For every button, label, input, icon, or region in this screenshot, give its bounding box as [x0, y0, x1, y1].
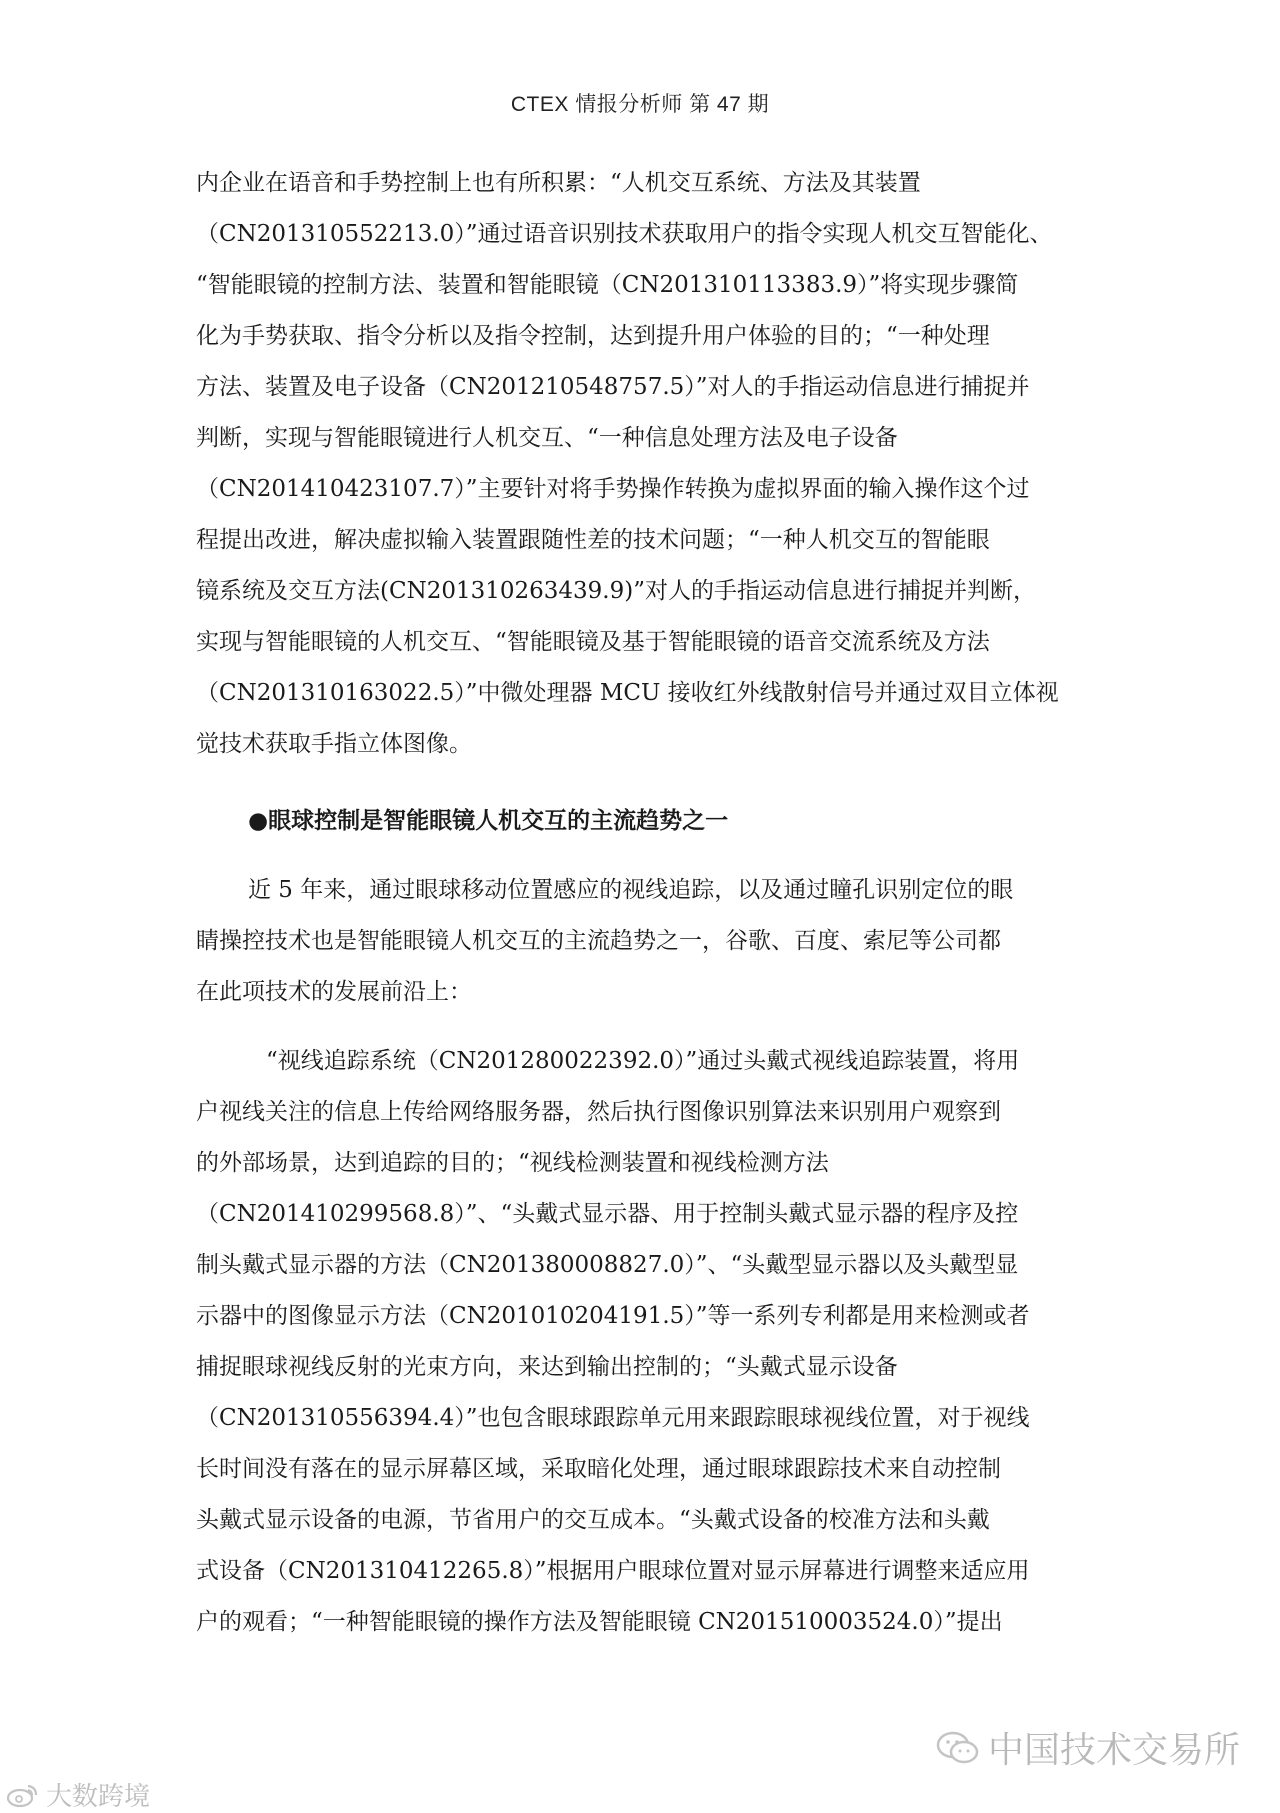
- text-line: 的外部场景，达到追踪的目的；“视线检测装置和视线检测方法: [196, 1150, 829, 1176]
- text-line: （CN201410423107.7）”主要针对将手势操作转换为虚拟界面的输入操作这个过: [196, 476, 1030, 502]
- page-header: CTEX 情报分析师 第 47 期: [510, 93, 770, 116]
- text-line: 方法、装置及电子设备（CN201210548757.5）”对人的手指运动信息进行捕捉并: [196, 374, 1030, 400]
- section-heading: ●眼球控制是智能眼镜人机交互的主流趋势之一: [248, 808, 729, 834]
- text-line: 判断，实现与智能眼镜进行人机交互、“一种信息处理方法及电子设备: [196, 425, 898, 451]
- text-line: 制头戴式显示器的方法（CN201380008827.0）”、“头戴型显示器以及头戴型显: [196, 1252, 1019, 1278]
- text-line: 在此项技术的发展前沿上：: [196, 979, 472, 1005]
- text-line: “智能眼镜的控制方法、装置和智能眼镜（CN201310113383.9）”将实现步骤简: [196, 272, 1019, 298]
- text-line: （CN201310552213.0）”通过语音识别技术获取用户的指令实现人机交互智能化、: [196, 221, 1053, 247]
- text-line: 镜系统及交互方法(CN201310263439.9)”对人的手指运动信息进行捕捉并判断，: [196, 578, 1036, 604]
- paragraph-1: [196, 158, 1086, 770]
- text-line: 长时间没有落在的显示屏幕区域，采取暗化处理，通过眼球跟踪技术来自动控制: [196, 1456, 1001, 1482]
- text-line: （CN201310163022.5）”中微处理器 MCU 接收红外线散射信号并通过双目立体视: [196, 680, 1059, 706]
- text-line: 近 5 年来，通过眼球移动位置感应的视线追踪，以及通过瞳孔识别定位的眼: [248, 877, 1014, 903]
- text-line: （CN201410299568.8）”、“头戴式显示器、用于控制头戴式显示器的程序及控: [196, 1201, 1019, 1227]
- text-line: 实现与智能眼镜的人机交互、“智能眼镜及基于智能眼镜的语音交流系统及方法: [196, 629, 990, 655]
- text-line: 睛操控技术也是智能眼镜人机交互的主流趋势之一，谷歌、百度、索尼等公司都: [196, 928, 1001, 954]
- text-line: 户的观看；“一种智能眼镜的操作方法及智能眼镜 CN201510003524.0）”提出: [196, 1609, 1003, 1635]
- weibo-watermark: [6, 1776, 150, 1813]
- text-line: 内企业在语音和手势控制上也有所积累：“人机交互系统、方法及其装置: [196, 170, 921, 196]
- text-line: 觉技术获取手指立体图像。: [196, 731, 472, 757]
- weibo-icon: [6, 1782, 40, 1808]
- text-line: 程提出改进，解决虚拟输入装置跟随性差的技术问题；“一种人机交互的智能眼: [196, 527, 990, 553]
- wechat-icon: [936, 1731, 980, 1765]
- text-line: 捕捉眼球视线反射的光束方向，来达到输出控制的；“头戴式显示设备: [196, 1354, 898, 1380]
- text-line: （CN201310556394.4）”也包含眼球跟踪单元用来跟踪眼球视线位置，对于视线: [196, 1405, 1030, 1431]
- weibo-account-name: 大数跨境: [46, 1782, 151, 1812]
- text-line: 头戴式显示设备的电源，节省用户的交互成本。“头戴式设备的校准方法和头戴: [196, 1507, 990, 1533]
- text-line: 户视线关注的信息上传给网络服务器，然后执行图像识别算法来识别用户观察到: [196, 1099, 1001, 1125]
- text-line: “视线追踪系统（CN201280022392.0）”通过头戴式视线追踪装置，将用: [266, 1048, 1020, 1074]
- text-line: 式设备（CN201310412265.8）”根据用户眼球位置对显示屏幕进行调整来适应用: [196, 1558, 1030, 1584]
- wechat-account-name: 中国技术交易所: [987, 1730, 1240, 1771]
- page-content: [196, 158, 1086, 1648]
- paragraph-2: [196, 865, 1086, 1018]
- text-line: 示器中的图像显示方法（CN201010204191.5）”等一系列专利都是用来检测或者: [196, 1303, 1030, 1329]
- wechat-watermark: [936, 1722, 1240, 1773]
- text-line: 化为手势获取、指令分析以及指令控制，达到提升用户体验的目的；“一种处理: [196, 323, 990, 349]
- paragraph-3: [196, 1036, 1086, 1648]
